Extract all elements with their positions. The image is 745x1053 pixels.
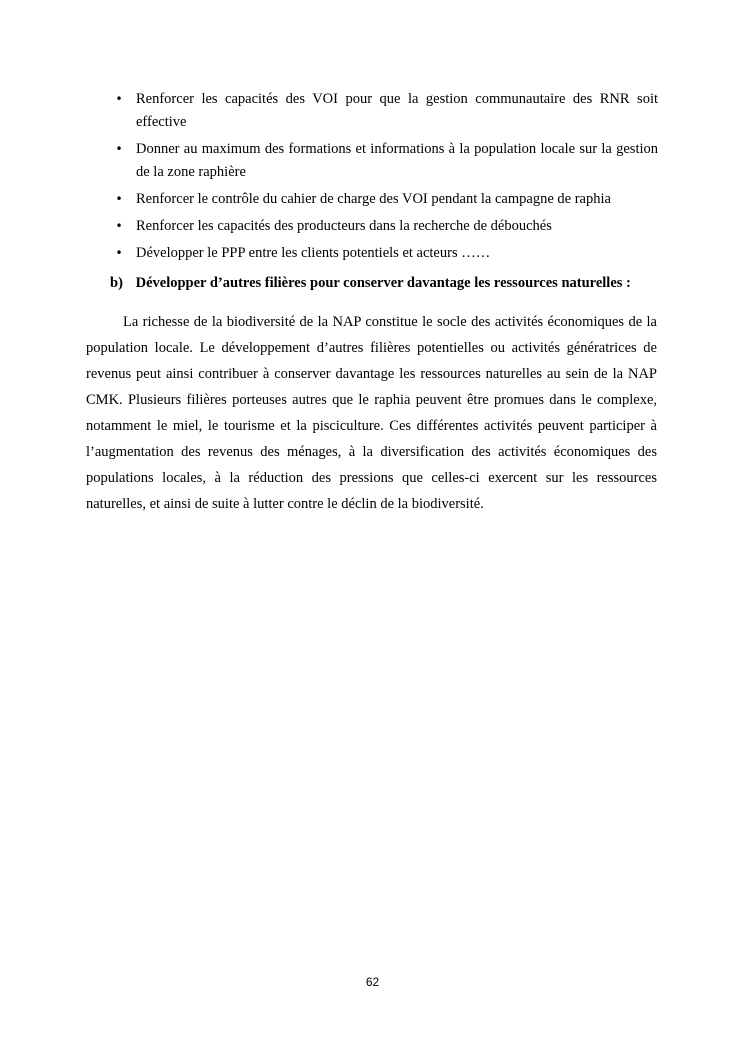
bullet-icon: • [115,192,123,206]
section-marker: b) [110,275,123,291]
list-item [110,242,658,265]
section-title: Développer d’autres filières pour conserver davantage les ressources naturelles : [135,275,631,291]
list-item-text: Renforcer les capacités des VOI pour que la gestion communautaire des RNR soit effective [136,91,658,130]
list-item [110,138,658,184]
bullet-icon: • [115,142,123,156]
section-heading [110,272,670,295]
page-number: 62 [365,975,380,989]
list-item [110,88,658,134]
recommendation-list [110,88,658,269]
list-item-text: Donner au maximum des formations et informations à la population locale sur la gestion de la zone raphière [136,141,658,180]
body-paragraph: La richesse de la biodiversité de la NAP constitue le socle des activités économiques de la population locale. Le développement d’autres filières potentielles ou activités génératrices de revenus peut ainsi contribuer à conserver davantage les ressources naturelles au sein de la NAP CMK. Plusieurs filières porteuses autres que le raphia peuvent être promues dans le complexe, notamment le miel, le tourisme et la pisciculture. Ces différentes activités peuvent participer à l’augmentation des revenus des ménages, à la diversification des activités économiques des populations locales, à la réduction des pressions que celles-ci exercent sur les ressources naturelles, et ainsi de suite à lutter contre le déclin de la biodiversité. [86,314,657,512]
list-item-text: Renforcer les capacités des producteurs dans la recherche de débouchés [136,218,552,234]
list-item-text: Renforcer le contrôle du cahier de charge des VOI pendant la campagne de raphia [136,191,611,207]
bullet-icon: • [115,246,123,260]
bullet-icon: • [115,92,123,106]
list-item [110,215,658,238]
list-item [110,188,658,211]
list-item-text: Développer le PPP entre les clients potentiels et acteurs …… [136,245,491,261]
bullet-icon: • [115,219,123,233]
